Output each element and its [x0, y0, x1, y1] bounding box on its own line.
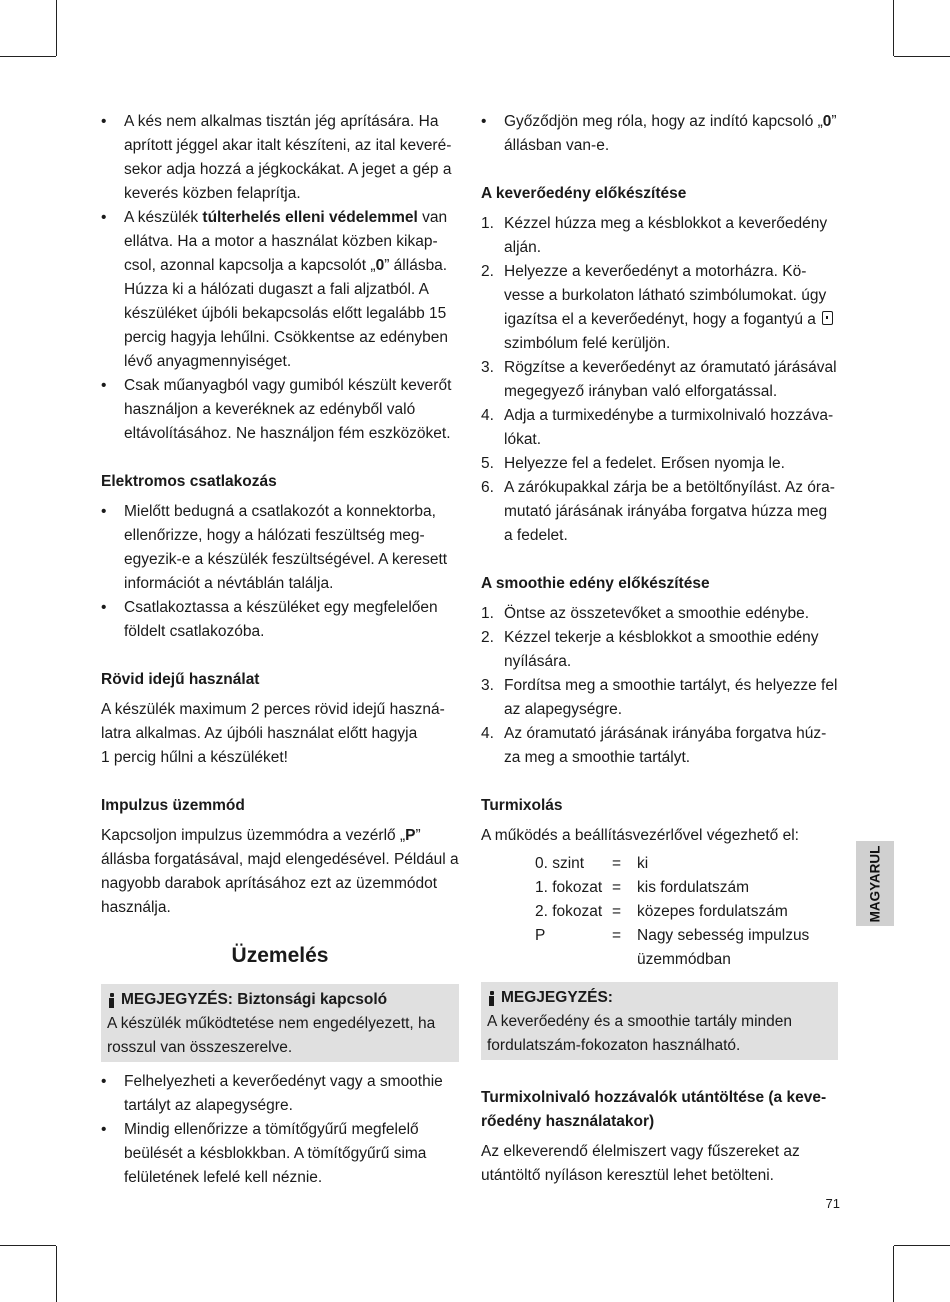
section-heading-blender-prep: A keverőedény előkészítése	[481, 185, 687, 202]
list-item: 2. Kézzel tekerje a késblokkot a smoothie edény nyílására.	[481, 629, 819, 670]
crop-mark	[56, 1246, 57, 1302]
crop-mark	[894, 56, 950, 57]
section-heading-electric: Elektromos csatlakozás	[101, 473, 277, 490]
bullet-list	[101, 1070, 459, 1190]
note-title: MEGJEGYZÉS: Biztonsági kapcsoló	[107, 988, 453, 1012]
info-icon	[487, 990, 497, 1006]
list-item: • Mielőtt bedugná a csatlakozót a konnektorba, ellenőrizze, hogy a hálózati feszültség meg-egyezik-e a készülék feszültségével. A keresett információt a névtáblán találja.	[101, 500, 459, 596]
paragraph: Kapcsoljon impulzus üzemmódra a vezérlő „P” állásba forgatásával, majd elengedésével. Például a nagyobb darabok aprításához ezt az üzemmódot használja.	[101, 827, 459, 916]
note-text: A készülék működtetése nem engedélyezett, ha rosszul van összeszerelve.	[107, 1015, 436, 1056]
list-item: • Csatlakoztassa a készüléket egy megfelelően földelt csatlakozóba.	[101, 596, 459, 644]
list-item: • A kés nem alkalmas tisztán jég aprítására. Ha aprított jéggel akar italt készíteni, az ital keveré-sekor adja hozzá a jégkockákat. A jeget a gép a keverés közben felaprítja.	[101, 110, 459, 206]
crop-mark	[0, 56, 56, 57]
table-row: P = Nagy sebesség impulzus üzemmódban	[535, 927, 810, 968]
list-item: 1. Öntse az összetevőket a smoothie edénybe.	[481, 605, 810, 622]
section-title-operation: Üzemelés	[231, 944, 329, 967]
crop-mark	[0, 1245, 56, 1246]
settings-table	[535, 852, 838, 972]
list-item: • Felhelyezheti a keverőedényt vagy a smoothie tartályt az alapegységre.	[101, 1070, 459, 1118]
page-number: 71	[825, 1196, 840, 1211]
paragraph: Az elkeverendő élelmiszert vagy fűszereket az utántöltő nyíláson keresztül lehet betölteni.	[481, 1143, 800, 1184]
table-row: 1. fokozat = kis fordulatszám	[535, 879, 749, 896]
section-heading-refill: Turmixolnivaló hozzávalók utántöltése (a keve-rőedény használatakor)	[481, 1089, 827, 1130]
list-item: 1. Kézzel húzza meg a késblokkot a keverőedény alján.	[481, 215, 828, 256]
note-text: A keverőedény és a smoothie tartály minden fordulatszám-fokozaton használható.	[487, 1013, 793, 1054]
list-item: • A készülék túlterhelés elleni védelemmel van ellátva. Ha a motor a használat közben kikap-csol, azonnal kapcsolja a kapcsolót „0” állásba. Húzza ki a hálózati dugaszt a fali aljzatból. A készüléket újbóli bekapcsolás előtt legalább 15 percig hagyja lehűlni. Csökkentse az edényben lévő anyagmennyiséget.	[101, 206, 459, 374]
info-icon	[107, 992, 117, 1008]
section-heading-pulse: Impulzus üzemmód	[101, 797, 245, 814]
list-item: 6. A zárókupakkal zárja be a betöltőnyílást. Az óra-mutató járásának irányába forgatva húzza meg a fedelet.	[481, 479, 835, 544]
paragraph: A működés a beállításvezérlővel végezhető el:	[481, 827, 799, 844]
crop-mark	[56, 0, 57, 56]
note-box	[481, 982, 838, 1060]
list-item: • Mindig ellenőrizze a tömítőgyűrű megfelelő beülését a késblokkban. A tömítőgyűrű sima felületének lefelé kell néznie.	[101, 1118, 459, 1190]
list-item: 4. Az óramutató járásának irányába forgatva húz-za meg a smoothie tartályt.	[481, 725, 827, 766]
paragraph: 1 percig hűlni a készüléket!	[101, 749, 288, 766]
list-item: 5. Helyezze fel a fedelet. Erősen nyomja le.	[481, 455, 785, 472]
section-heading-mixing: Turmixolás	[481, 797, 563, 814]
section-heading-smoothie-prep: A smoothie edény előkészítése	[481, 575, 710, 592]
numbered-list	[481, 602, 838, 770]
list-item: 4. Adja a turmixedénybe a turmixolnivaló hozzáva-lókat.	[481, 407, 834, 448]
table-row: 2. fokozat = közepes fordulatszám	[535, 903, 788, 920]
list-item: 3. Fordítsa meg a smoothie tartályt, és helyezze fel az alapegységre.	[481, 677, 838, 718]
crop-mark	[893, 0, 894, 56]
bullet-list	[101, 500, 459, 644]
note-title: MEGJEGYZÉS:	[487, 986, 832, 1010]
table-row: 0. szint = ki	[535, 855, 649, 872]
bullet-list	[481, 110, 838, 158]
crop-mark	[893, 1246, 894, 1302]
lock-symbol-icon	[822, 311, 833, 325]
right-column	[481, 110, 838, 1188]
numbered-list	[481, 212, 838, 548]
list-item: 3. Rögzítse a keverőedényt az óramutató járásával megegyező irányban való elforgatással.	[481, 359, 837, 400]
paragraph: A készülék maximum 2 perces rövid idejű haszná-latra alkalmas. Az újbóli használat előtt hagyja	[101, 701, 445, 742]
crop-mark	[894, 1245, 950, 1246]
list-item: 2. Helyezze a keverőedényt a motorházra. Kö-vesse a burkolaton látható szimbólumokat. úgy igazítsa el a keverőedényt, hogy a fogantyú a szimbólum felé kerüljön.	[481, 260, 838, 356]
language-tab	[856, 841, 894, 926]
list-item: • Csak műanyagból vagy gumiból készült keverőt használjon a keveréknek az edényből való eltávolításához. Ne használjon fém eszközöket.	[101, 374, 459, 446]
left-column	[101, 110, 459, 1190]
section-heading-short-use: Rövid idejű használat	[101, 671, 260, 688]
language-tab-label: MAGYARUL	[867, 845, 883, 922]
list-item: • Győződjön meg róla, hogy az indító kapcsoló „0” állásban van-e.	[481, 110, 838, 158]
bullet-list	[101, 110, 459, 446]
note-box	[101, 984, 459, 1062]
